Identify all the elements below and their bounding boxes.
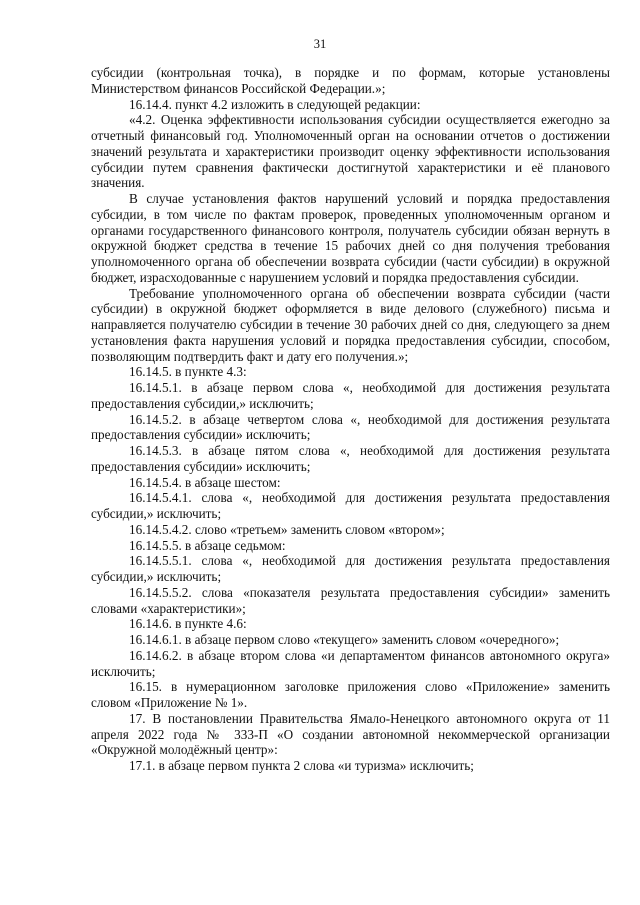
paragraph: 16.14.5.1. в абзаце первом слова «, необходимой для достижения результата предоставления субсидии,» исключить; xyxy=(91,380,610,411)
paragraph: В случае установления фактов нарушений условий и порядка предоставления субсидии, в том числе по фактам проверок, проведенных уполномоченным органом и органами государственного финансового контроля, получатель субсидии обязан вернуть в окружной бюджет средства в течение 15 рабочих дней со дня получения требования уполномоченного органа об обеспечении возврата субсидии (части субсидии) в окружной бюджет, израсходованные с нарушением условий и порядка предоставления субсидии. xyxy=(91,191,610,285)
paragraph: 16.14.5.5.1. слова «, необходимой для достижения результата предоставления субсидии,» исключить; xyxy=(91,553,610,584)
paragraph: 16.14.5.3. в абзаце пятом слова «, необходимой для достижения результата предоставления субсидии» исключить; xyxy=(91,443,610,474)
paragraph: 16.14.5.5.2. слова «показателя результата предоставления субсидии» заменить словами «характеристики»; xyxy=(91,584,610,616)
paragraph: 16.15. в нумерационном заголовке приложения слово «Приложение» заменить словом «Приложение № 1». xyxy=(91,679,610,710)
paragraph: 17. В постановлении Правительства Ямало-Ненецкого автономного округа от 11 апреля 2022 года № 333-П «О создании автономной некоммерческой организации «Окружной молодёжный центр»: xyxy=(91,710,610,758)
paragraph: субсидии (контрольная точка), в порядке и по формам, которые установлены Министерством финансов Российской Федерации.»; xyxy=(91,65,610,96)
page-number: 31 xyxy=(313,37,327,51)
paragraph: 17.1. в абзаце первом пункта 2 слова «и туризма» исключить; xyxy=(129,758,474,773)
paragraph: Требование уполномоченного органа об обеспечении возврата субсидии (части субсидии) в окружной бюджет оформляется в виде делового (служебного) письма и направляется получателю субсидии в течение 30 рабочих дней со дня, следующего за днем установления факта нарушения условий и порядка предоставления субсидии, способом, позволяющим подтвердить факт и дату его получения.»; xyxy=(91,285,610,364)
paragraph: «4.2. Оценка эффективности использования субсидии осуществляется ежегодно за отчетный финансовый год. Уполномоченный орган на основании отчетов о достижении значений результата и характеристики производит оценку эффективности использования субсидии путем сравнения фактически достигнутой характеристики и её планового значения. xyxy=(91,112,610,191)
paragraph: 16.14.6. в пункте 4.6: xyxy=(129,616,247,632)
paragraph: 16.14.6.1. в абзаце первом слово «текущего» заменить словом «очередного»; xyxy=(129,632,560,647)
paragraph: 16.14.5.4.2. слово «третьем» заменить словом «втором»; xyxy=(129,521,445,537)
paragraph: 16.14.6.2. в абзаце втором слова «и департаментом финансов автономного округа» исключить; xyxy=(91,647,610,679)
paragraph: 16.14.5.2. в абзаце четвертом слова «, необходимой для достижения результата предоставления субсидии» исключить; xyxy=(91,411,610,443)
document-body xyxy=(91,65,610,774)
paragraph: 16.14.5. в пункте 4.3: xyxy=(129,364,247,380)
paragraph: 16.14.5.5. в абзаце седьмом: xyxy=(129,537,286,553)
paragraph: 16.14.5.4. в абзаце шестом: xyxy=(129,474,281,490)
paragraph: 16.14.4. пункт 4.2 изложить в следующей редакции: xyxy=(129,96,421,112)
paragraph: 16.14.5.4.1. слова «, необходимой для достижения результата предоставления субсидии,» исключить; xyxy=(91,490,610,521)
